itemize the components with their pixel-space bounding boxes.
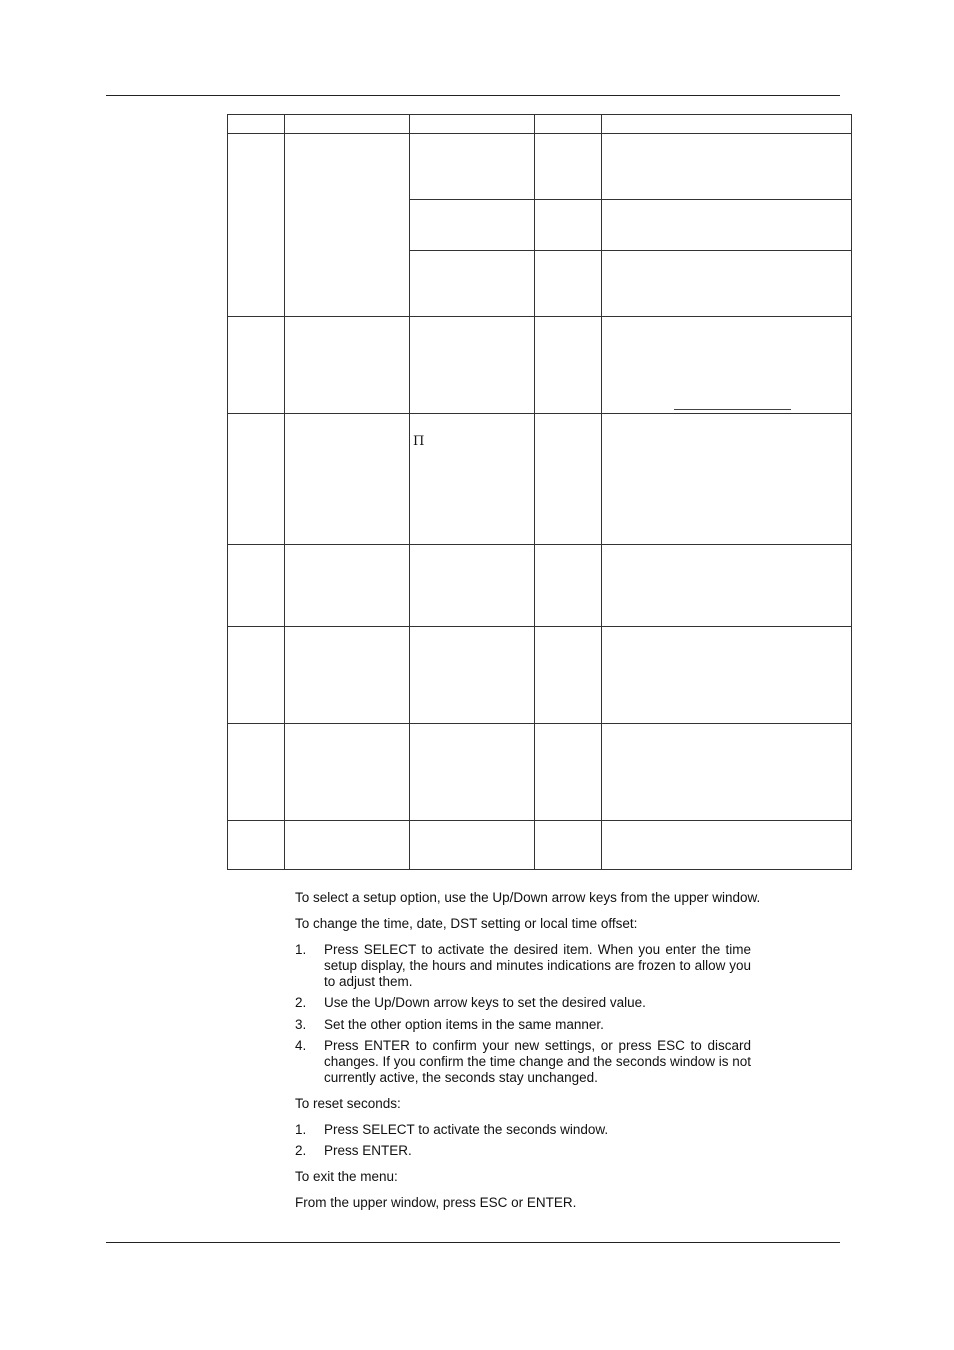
step-text: Press ENTER. <box>324 1143 412 1158</box>
list-item <box>295 1038 751 1086</box>
table-subrow-line <box>409 250 852 251</box>
table-border-bottom <box>227 869 852 870</box>
step-number: 2. <box>295 995 307 1010</box>
table-col-line-4 <box>601 114 602 870</box>
step-text: Press ENTER to confirm your new settings, or press ESC to discard changes. If you confirm the time change and the seconds window is not currently active, the seconds stay unchanged. <box>324 1038 751 1085</box>
list-item <box>295 1122 751 1138</box>
table-row-line <box>227 626 852 627</box>
table-border-top <box>227 114 852 115</box>
pi-symbol: Π <box>413 434 425 449</box>
step-text: Set the other option items in the same manner. <box>324 1017 604 1032</box>
table-border-left <box>227 114 228 870</box>
header-rule <box>106 95 840 96</box>
step-number: 4. <box>295 1038 307 1053</box>
list-item <box>295 1017 751 1033</box>
table-row-line <box>227 723 852 724</box>
table-row-line <box>227 820 852 821</box>
table-border-right <box>851 114 852 870</box>
exit-text: From the upper window, press ESC or ENTER. <box>295 1195 577 1210</box>
step-text: Press SELECT to activate the seconds window. <box>324 1122 609 1137</box>
table-header-line <box>227 133 852 134</box>
table-col-line-1 <box>284 114 285 870</box>
table-row-line <box>227 316 852 317</box>
table-row-line <box>227 413 852 414</box>
list-item <box>295 942 751 990</box>
exit-intro-text: To exit the menu: <box>295 1169 398 1184</box>
cross-reference-link[interactable] <box>674 409 791 410</box>
step-number: 3. <box>295 1017 307 1032</box>
footer-rule <box>106 1242 840 1243</box>
step-number: 1. <box>295 1122 307 1137</box>
table-col-line-3 <box>534 114 535 870</box>
step-text: Press SELECT to activate the desired item. When you enter the time setup display, the hours and minutes indications are frozen to allow you to adjust them. <box>324 942 751 989</box>
step-number: 1. <box>295 942 307 957</box>
table-subrow-line <box>409 199 852 200</box>
list-item <box>295 1143 751 1159</box>
step-number: 2. <box>295 1143 307 1158</box>
table-row-line <box>227 544 852 545</box>
change-intro-text: To change the time, date, DST setting or local time offset: <box>295 916 638 931</box>
select-option-text: To select a setup option, use the Up/Down arrow keys from the upper window. <box>295 890 761 905</box>
table-col-line-2 <box>409 114 410 870</box>
step-text: Use the Up/Down arrow keys to set the desired value. <box>324 995 646 1010</box>
list-item <box>295 995 751 1011</box>
reset-intro-text: To reset seconds: <box>295 1096 401 1111</box>
